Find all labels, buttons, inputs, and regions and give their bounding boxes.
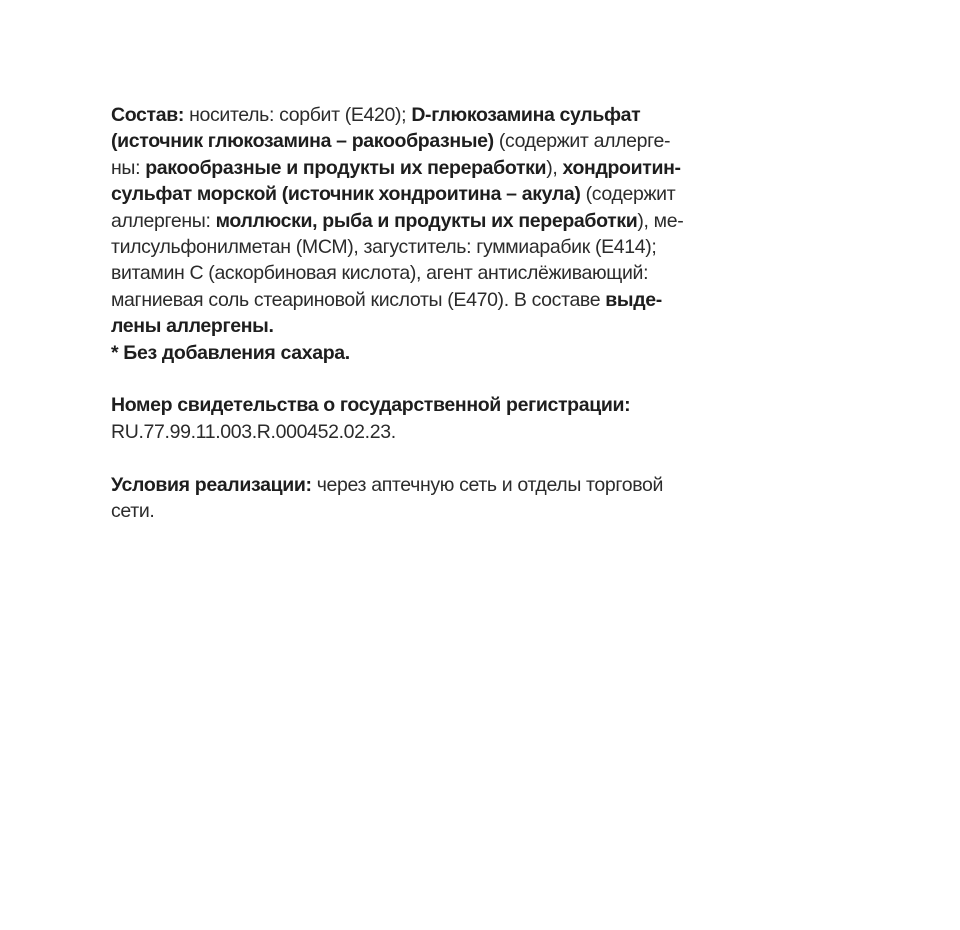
composition-line [111,208,791,234]
composition-text-bold: сульфат морской (источник хондроитина – акула) [111,183,581,206]
allergens-note: лены аллергены. [111,315,274,338]
registration-label: Номер свидетельства о государственной регистрации: [111,394,631,417]
sales-conditions-line: сети. [111,500,155,523]
composition-section [111,102,791,366]
composition-text: (содержит [580,183,676,206]
composition-line [111,340,791,366]
section-spacer [111,366,791,392]
composition-line [111,287,791,313]
sales-conditions-text: через аптечную сеть и отделы торговой [311,473,664,496]
product-label-text [111,102,791,524]
composition-line [111,313,791,339]
composition-text: аллергены: [111,209,216,232]
sales-conditions-label: Условия реализации: [111,473,312,496]
composition-heading: Состав: [111,104,185,126]
composition-line [111,155,791,181]
composition-text-bold: хондроитин- [562,156,681,179]
composition-text-bold: моллюски, рыба и продукты их переработки [215,209,638,232]
composition-line [111,260,791,286]
composition-text-bold: (источник глюкозамина – ракообразные) [111,130,494,153]
composition-text: ), ме- [637,209,684,232]
composition-line [111,181,791,207]
composition-text: витамин С (аскорбиновая кислота), агент антислёживающий: [111,262,649,285]
composition-text: (содержит аллерге- [493,130,671,153]
composition-text-bold: выде- [605,288,662,311]
composition-text-bold: D-глюкозамина сульфат [411,104,641,126]
sales-conditions-line [111,472,791,498]
registration-section [111,392,791,445]
registration-number: RU.77.99.11.003.R.000452.02.23. [111,420,396,443]
no-sugar-note: * Без добавления сахара. [111,341,350,364]
composition-text: ), [546,156,563,179]
composition-line [111,128,791,154]
sales-conditions-section [111,472,791,525]
composition-text: тилсульфонилметан (МСМ), загуститель: гуммиарабик (Е414); [111,236,657,259]
composition-text: магниевая соль стеариновой кислоты (Е470). В составе [111,288,606,311]
composition-text-bold: ракообразные и продукты их переработки [145,156,547,179]
composition-text: ны: [111,156,146,179]
composition-line [111,102,791,128]
composition-text: носитель: сорбит (Е420); [184,104,412,126]
composition-line [111,234,791,260]
section-spacer [111,445,791,471]
